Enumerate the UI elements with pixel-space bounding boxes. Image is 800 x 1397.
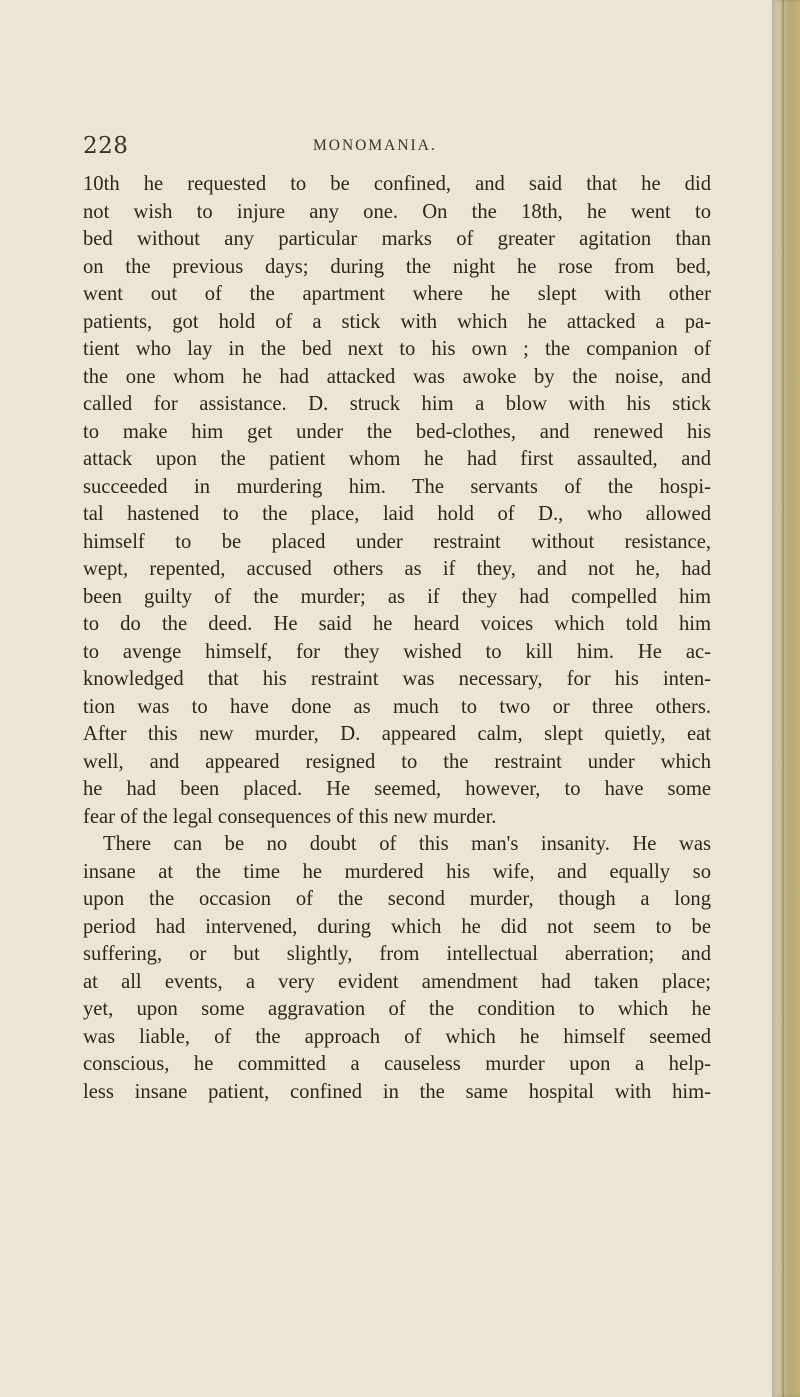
body-text <box>83 171 711 1106</box>
text-line: on the previous days; during the night he rose from bed, <box>83 255 711 278</box>
text-line: knowledged that his restraint was necessary, for his inten- <box>83 668 711 690</box>
text-line: went out of the apartment where he slept with other <box>83 283 711 305</box>
text-line: at all events, a very evident amendment had taken place; <box>83 970 711 993</box>
text-line: wept, repented, accused others as if they, and not he, had <box>83 558 711 580</box>
text-line: conscious, he committed a causeless murder upon a help- <box>83 1053 711 1075</box>
text-line: himself to be placed under restraint without resistance, <box>83 530 711 553</box>
text-line: not wish to injure any one. On the 18th, he went to <box>83 200 711 223</box>
text-line: fear of the legal consequences of this new murder. <box>83 805 497 828</box>
text-line: insane at the time he murdered his wife, and equally so <box>83 860 711 883</box>
text-line: patients, got hold of a stick with which he attacked a pa- <box>83 310 711 333</box>
text-line: period had intervened, during which he did not seem to be <box>83 915 711 938</box>
text-line: After this new murder, D. appeared calm, slept quietly, eat <box>83 723 711 745</box>
text-line: called for assistance. D. struck him a blow with his stick <box>83 393 711 415</box>
page-number: 228 <box>83 133 129 159</box>
text-line: 10th he requested to be confined, and said that he did <box>83 173 711 195</box>
page-header <box>83 133 743 163</box>
text-line: to do the deed. He said he heard voices which told him <box>83 613 711 635</box>
text-line: upon the occasion of the second murder, though a long <box>83 888 711 910</box>
page-edge-shadow <box>772 0 800 1397</box>
text-line: well, and appeared resigned to the restraint under which <box>83 750 711 773</box>
text-line: succeeded in murdering him. The servants of the hospi- <box>83 475 711 498</box>
text-line: he had been placed. He seemed, however, to have some <box>83 778 711 800</box>
text-line: bed without any particular marks of greater agitation than <box>83 228 711 250</box>
text-line: less insane patient, confined in the same hospital with him- <box>83 1080 711 1103</box>
text-line: the one whom he had attacked was awoke by the noise, and <box>83 365 711 388</box>
text-line: attack upon the patient whom he had first assaulted, and <box>83 448 711 470</box>
text-line: was liable, of the approach of which he himself seemed <box>83 1025 711 1048</box>
text-line: suffering, or but slightly, from intellectual aberration; and <box>83 943 711 965</box>
running-head: MONOMANIA. <box>313 137 437 154</box>
text-line: tal hastened to the place, laid hold of D., who allowed <box>83 503 711 525</box>
text-line: yet, upon some aggravation of the condition to which he <box>83 998 711 1020</box>
text-line: to avenge himself, for they wished to kill him. He ac- <box>83 640 711 663</box>
text-line: to make him get under the bed-clothes, and renewed his <box>83 420 711 443</box>
text-line: tion was to have done as much to two or three others. <box>83 695 711 718</box>
text-line: been guilty of the murder; as if they had compelled him <box>83 585 711 608</box>
text-line: tient who lay in the bed next to his own ; the companion of <box>83 338 711 360</box>
text-line: There can be no doubt of this man's insanity. He was <box>103 833 711 855</box>
